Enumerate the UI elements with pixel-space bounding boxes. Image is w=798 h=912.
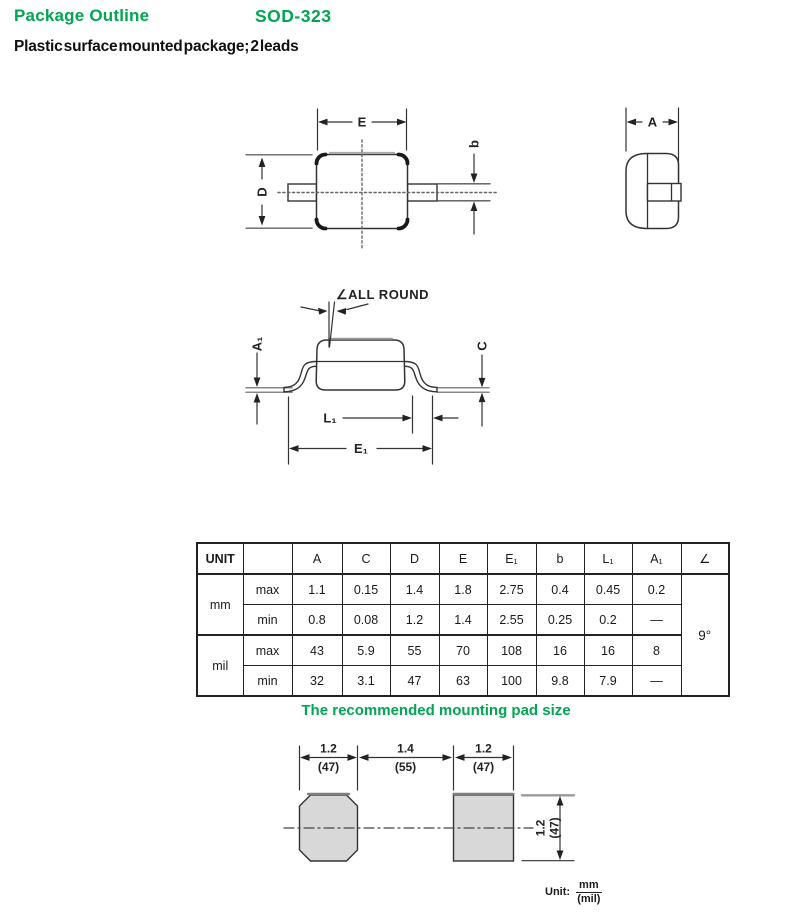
pad-vdim-mil: (47): [547, 817, 562, 839]
dim-value: —: [632, 605, 681, 636]
dim-value: 0.8: [292, 605, 342, 636]
dim-value: 47: [390, 666, 439, 697]
dim-label-e1: E₁: [353, 441, 369, 456]
table-row-mm-min: [197, 605, 729, 636]
mounting-pad-drawing: [0, 735, 798, 912]
dim-value: 43: [292, 635, 342, 666]
pad-dim-1-mil: (47): [317, 760, 340, 774]
dim-value: 55: [390, 635, 439, 666]
dim-label-d: D: [254, 187, 270, 197]
dim-value: 1.4: [439, 605, 487, 636]
dim-value: 0.25: [536, 605, 584, 636]
package-drawings: [0, 95, 798, 475]
dim-value: 0.08: [342, 605, 390, 636]
dim-value: 63: [439, 666, 487, 697]
pad-vdim-mm: 1.2: [533, 819, 548, 837]
dim-value: 5.9: [342, 635, 390, 666]
unit-cell-mm: mm: [197, 574, 243, 635]
dim-value: 108: [487, 635, 536, 666]
end-view-drawing: [626, 108, 681, 229]
limit-cell: min: [243, 666, 292, 697]
dim-label-a: A: [647, 114, 658, 130]
unit-numerator: mm: [576, 879, 602, 893]
dim-label-l1: L₁: [323, 410, 337, 426]
col-header-blank: [243, 543, 292, 574]
pad-dim-2-mm: 1.4: [397, 741, 414, 756]
dim-value: 2.75: [487, 574, 536, 605]
dim-value: 16: [584, 635, 632, 666]
unit-note: [545, 879, 602, 905]
pad-dim-1-mm: 1.2: [320, 741, 337, 756]
dim-value: 1.1: [292, 574, 342, 605]
unit-fraction: [576, 879, 602, 905]
table-header-row: [197, 543, 729, 574]
pad-dim-3-mil: (47): [472, 760, 495, 774]
dim-label-a1: A₁: [249, 336, 265, 352]
dim-value: 32: [292, 666, 342, 697]
package-subtitle: Plastic surface mounted package; 2 leads: [14, 38, 299, 55]
col-header-d: D: [390, 543, 439, 574]
dim-value: 0.4: [536, 574, 584, 605]
dim-value: 70: [439, 635, 487, 666]
limit-cell: max: [243, 574, 292, 605]
dim-value: 9.8: [536, 666, 584, 697]
col-header-unit: UNIT: [197, 543, 243, 574]
col-header-e: E: [439, 543, 487, 574]
limit-cell: min: [243, 605, 292, 636]
dim-value: 2.55: [487, 605, 536, 636]
package-name: SOD-323: [255, 6, 332, 26]
dim-value: 3.1: [342, 666, 390, 697]
dim-value: 1.2: [390, 605, 439, 636]
dim-label-e: E: [357, 114, 367, 130]
dimensions-table-wrap: [196, 542, 730, 697]
all-round-note: ∠ALL ROUND: [336, 287, 429, 302]
col-header-b: b: [536, 543, 584, 574]
dim-value: 1.8: [439, 574, 487, 605]
angle-value-cell: 9°: [681, 574, 729, 696]
col-header-a1: A₁: [632, 543, 681, 574]
col-header-angle: ∠: [681, 543, 729, 574]
col-header-a: A: [292, 543, 342, 574]
dim-value: 0.2: [584, 605, 632, 636]
side-view-drawing: [246, 287, 490, 464]
dim-value: 1.4: [390, 574, 439, 605]
dim-value: —: [632, 666, 681, 697]
limit-cell: max: [243, 635, 292, 666]
dim-label-c: C: [474, 341, 490, 351]
pad-dim-2-mil: (55): [394, 760, 417, 774]
dim-label-b: b: [466, 140, 482, 148]
table-row-mm-max: [197, 574, 729, 605]
dim-value: 0.45: [584, 574, 632, 605]
dimensions-table: [196, 542, 730, 697]
col-header-c: C: [342, 543, 390, 574]
pad-dim-3-mm: 1.2: [475, 741, 492, 756]
col-header-l1: L₁: [584, 543, 632, 574]
page-title: Package Outline: [14, 6, 150, 25]
dim-value: 100: [487, 666, 536, 697]
unit-cell-mil: mil: [197, 635, 243, 696]
table-row-mil-min: [197, 666, 729, 697]
top-view-drawing: [246, 109, 498, 249]
unit-denominator: (mil): [577, 892, 601, 905]
table-row-mil-max: [197, 635, 729, 666]
dim-value: 7.9: [584, 666, 632, 697]
dim-value: 0.15: [342, 574, 390, 605]
unit-prefix: Unit:: [545, 886, 571, 899]
dim-value: 16: [536, 635, 584, 666]
dim-value: 0.2: [632, 574, 681, 605]
dim-value: 8: [632, 635, 681, 666]
col-header-e1: E₁: [487, 543, 536, 574]
mounting-pad-heading: The recommended mounting pad size: [301, 702, 571, 719]
